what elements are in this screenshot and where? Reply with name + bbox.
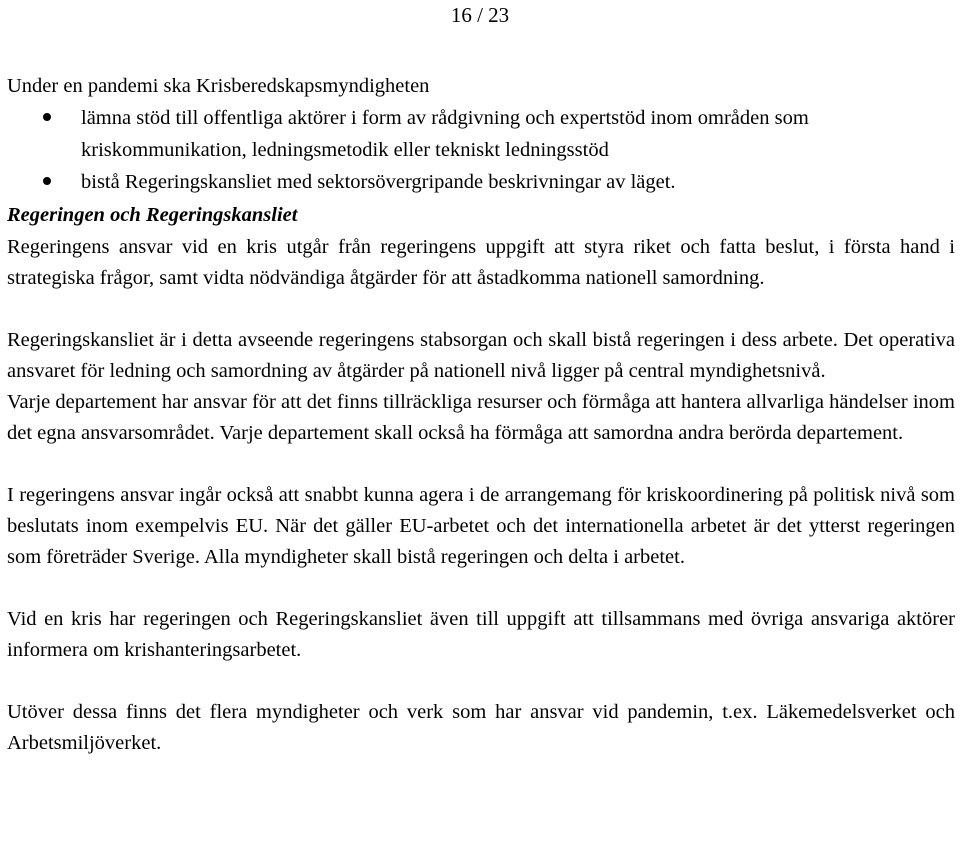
paragraph: Vid en kris har regeringen och Regeringskansliet även till uppgift att tillsammans med övriga ansvariga aktörer informera om krishanteringsarbetet. [7, 608, 955, 661]
bullet-list [7, 102, 955, 198]
list-item-text: bistå Regeringskansliet med sektorsövergripande beskrivningar av läget. [81, 171, 676, 193]
list-item [7, 102, 955, 166]
list-item-text: lämna stöd till offentliga aktörer i form av rådgivning och expertstöd inom områden som kriskommunikation, ledningsmetodik eller tekniskt ledningsstöd [81, 107, 809, 161]
page-number: 16 / 23 [450, 3, 510, 27]
section-heading: Regeringen och Regeringskansliet [7, 204, 298, 226]
paragraph: Regeringskansliet är i detta avseende regeringens stabsorgan och skall bistå regeringen i dess arbete. Det operativa ansvaret för ledning och samordning av åtgärder på nationell nivå ligger på central myndighetsnivå. [7, 329, 955, 382]
list-item [7, 166, 955, 198]
document-body [7, 71, 955, 759]
intro-text: Under en pandemi ska Krisberedskapsmyndigheten [7, 75, 430, 97]
paragraph: I regeringens ansvar ingår också att snabbt kunna agera i de arrangemang för kriskoordinering på politisk nivå som beslutats inom exempelvis EU. När det gäller EU-arbetet och det internationella arbetet är det ytterst regeringen som företräder Sverige. Alla myndigheter skall bistå regeringen och delta i arbetet. [7, 484, 955, 568]
paragraph: Varje departement har ansvar för att det finns tillräckliga resurser och förmåga att hantera allvarliga händelser inom det egna ansvarsområdet. Varje departement skall också ha förmåga att samordna andra berörda departement. [7, 391, 955, 444]
bullet-icon [43, 113, 51, 121]
paragraph: Utöver dessa finns det flera myndigheter och verk som har ansvar vid pandemin, t.ex. Läkemedelsverket och Arbetsmiljöverket. [7, 701, 955, 754]
paragraph: Regeringens ansvar vid en kris utgår från regeringens uppgift att styra riket och fatta beslut, i första hand i strategiska frågor, samt vidta nödvändiga åtgärder för att åstadkomma nationell samordning. [7, 236, 955, 289]
bullet-icon [43, 177, 51, 185]
